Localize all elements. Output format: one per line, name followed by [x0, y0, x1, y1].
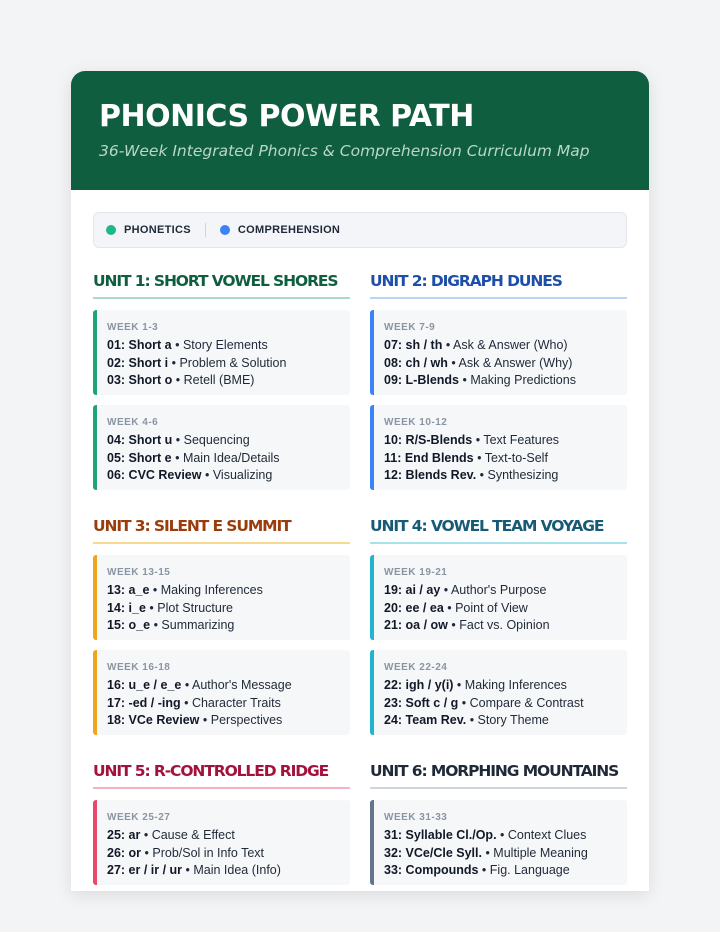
comprehension-skill: Problem & Solution [179, 355, 287, 370]
lesson-line [384, 337, 627, 355]
lesson-line [107, 467, 350, 485]
lesson-line [107, 582, 350, 600]
phonics-skill: 31: Syllable Cl./Op. [384, 828, 497, 842]
phonics-skill: 19: ai / ay [384, 583, 441, 597]
comprehension-skill: Sequencing [183, 433, 250, 447]
comprehension-skill: Fact vs. Opinion [459, 618, 550, 632]
phonics-skill: 07: sh / th [384, 338, 443, 352]
bullet-separator: • [458, 695, 470, 710]
lesson-line [384, 372, 627, 390]
comprehension-skill: Story Theme [477, 713, 549, 727]
week-block [93, 555, 350, 640]
bullet-separator: • [171, 450, 183, 465]
unit-title: UNIT 6: MORPHING MOUNTAINS [370, 761, 627, 789]
lesson-line [384, 712, 627, 730]
phonics-skill: 04: Short u [107, 433, 173, 447]
phonics-skill: 17: -ed / -ing [107, 695, 181, 710]
bullet-separator: • [181, 678, 192, 692]
week-range: WEEK 7-9 [384, 322, 436, 333]
week-block [370, 650, 627, 735]
comprehension-skill: Main Idea (Info) [193, 863, 281, 877]
lesson-line [107, 450, 350, 468]
legend-label-comprehension: COMPREHENSION [237, 224, 341, 236]
phonics-skill: 12: Blends Rev. [384, 468, 477, 482]
comprehension-skill: Making Inferences [160, 583, 263, 597]
phonics-skill: 06: CVC Review [107, 468, 202, 482]
week-range: WEEK 25-27 [107, 812, 171, 823]
unit-title: UNIT 4: VOWEL TEAM VOYAGE [370, 516, 627, 544]
phonics-skill: 01: Short a [107, 338, 172, 352]
lesson-line [384, 432, 627, 450]
bullet-separator: • [171, 338, 183, 352]
lesson-line [107, 712, 350, 730]
unit-section [370, 271, 627, 490]
legend-item-comprehension [220, 224, 340, 236]
week-block [370, 555, 627, 640]
comprehension-skill: Fig. Language [489, 863, 570, 877]
week-block [93, 650, 350, 735]
bullet-separator: • [481, 845, 494, 860]
bullet-separator: • [201, 468, 213, 482]
week-range: WEEK 13-15 [107, 567, 171, 578]
bullet-separator: • [496, 828, 508, 842]
bullet-separator: • [443, 600, 456, 615]
phonics-skill: 11: End Blends [384, 450, 474, 465]
bullet-separator: • [172, 433, 184, 447]
phonics-skill: 25: ar [107, 828, 141, 842]
comprehension-skill: Author's Purpose [450, 583, 547, 597]
bullet-separator: • [150, 618, 162, 632]
bullet-separator: • [473, 450, 485, 465]
page-title: PHONICS POWER PATH [99, 99, 474, 134]
legend-label-phonetics: PHONETICS [124, 224, 191, 236]
header-banner [71, 71, 649, 190]
week-range: WEEK 31-33 [384, 812, 448, 823]
bullet-separator: • [172, 373, 184, 387]
lesson-line [384, 845, 627, 863]
comprehension-skill: Making Inferences [464, 678, 567, 692]
lesson-line [107, 862, 350, 880]
bullet-separator: • [145, 600, 158, 615]
comprehension-skill: Text-to-Self [484, 450, 548, 465]
comprehension-skill: Prob/Sol in Info Text [152, 845, 265, 860]
comprehension-skill: Summarizing [161, 618, 235, 632]
phonics-skill: 26: or [107, 845, 142, 860]
bullet-separator: • [476, 468, 488, 482]
phonics-skill: 10: R/S-Blends [384, 433, 473, 447]
unit-title: UNIT 2: DIGRAPH DUNES [370, 271, 627, 299]
week-range: WEEK 22-24 [384, 662, 448, 673]
lesson-line [107, 355, 350, 373]
comprehension-skill: Plot Structure [157, 600, 233, 615]
week-range: WEEK 1-3 [107, 322, 159, 333]
phonics-skill: 18: VCe Review [107, 713, 200, 727]
unit-section [370, 516, 627, 735]
phonics-skill: 23: Soft c / g [384, 695, 459, 710]
week-range: WEEK 16-18 [107, 662, 171, 673]
comprehension-skill: Retell (BME) [183, 373, 255, 387]
bullet-separator: • [472, 433, 484, 447]
bullet-separator: • [182, 863, 194, 877]
bullet-separator: • [149, 583, 161, 597]
lesson-line [107, 695, 350, 713]
lesson-line [384, 450, 627, 468]
bullet-separator: • [440, 583, 451, 597]
unit-section [93, 516, 350, 735]
phonics-skill: 02: Short i [107, 355, 169, 370]
comprehension-skill: Multiple Meaning [493, 845, 588, 860]
unit-title: UNIT 1: SHORT VOWEL SHORES [93, 271, 350, 299]
comprehension-skill: Point of View [455, 600, 528, 615]
unit-title: UNIT 5: R-CONTROLLED RIDGE [93, 761, 350, 789]
comprehension-skill: Cause & Effect [151, 828, 235, 842]
lesson-line [384, 467, 627, 485]
comprehension-skill: Ask & Answer (Who) [452, 338, 568, 352]
lesson-line [107, 432, 350, 450]
bullet-separator: • [180, 695, 192, 710]
lesson-line [107, 617, 350, 635]
bullet-separator: • [459, 373, 471, 387]
phonics-skill: 27: er / ir / ur [107, 863, 183, 877]
curriculum-card [71, 71, 649, 891]
phonics-skill: 15: o_e [107, 618, 151, 632]
lesson-line [107, 337, 350, 355]
legend-item-phonetics [106, 224, 191, 236]
lesson-line [107, 600, 350, 618]
legend [93, 212, 627, 248]
comprehension-skill: Making Predictions [470, 373, 576, 387]
bullet-separator: • [442, 338, 453, 352]
comprehension-skill: Visualizing [212, 468, 273, 482]
lesson-line [384, 695, 627, 713]
phonics-skill: 08: ch / wh [384, 355, 448, 370]
comprehension-skill: Ask & Answer (Why) [458, 355, 573, 370]
lesson-line [384, 617, 627, 635]
week-range: WEEK 10-12 [384, 417, 448, 428]
comprehension-skill: Story Elements [182, 338, 268, 352]
bullet-separator: • [447, 618, 460, 632]
week-block [93, 405, 350, 490]
lesson-line [384, 677, 627, 695]
unit-section [93, 761, 350, 885]
phonics-skill: 33: Compounds [384, 863, 479, 877]
phonics-skill: 05: Short e [107, 450, 172, 465]
phonics-skill: 32: VCe/Cle Syll. [384, 845, 482, 860]
lesson-line [384, 582, 627, 600]
bullet-separator: • [478, 863, 490, 877]
comprehension-skill: Context Clues [507, 828, 587, 842]
lesson-line [384, 600, 627, 618]
lesson-line [107, 845, 350, 863]
bullet-separator: • [466, 713, 478, 727]
legend-divider [205, 223, 206, 237]
week-range: WEEK 19-21 [384, 567, 448, 578]
bullet-separator: • [140, 828, 152, 842]
week-block [370, 405, 627, 490]
phonics-skill: 21: oa / ow [384, 618, 448, 632]
phonics-skill: 03: Short o [107, 373, 173, 387]
unit-title: UNIT 3: SILENT E SUMMIT [93, 516, 350, 544]
phonics-skill: 24: Team Rev. [384, 713, 467, 727]
phonetics-dot-icon [106, 225, 116, 235]
comprehension-skill: Compare & Contrast [469, 695, 584, 710]
comprehension-skill: Character Traits [191, 695, 281, 710]
phonics-skill: 14: i_e [107, 600, 146, 615]
bullet-separator: • [453, 678, 465, 692]
comprehension-skill: Synthesizing [487, 468, 559, 482]
phonics-skill: 09: L-Blends [384, 373, 460, 387]
week-block [370, 310, 627, 395]
comprehension-skill: Main Idea/Details [182, 450, 280, 465]
page-subtitle: 36-Week Integrated Phonics & Comprehension Curriculum Map [99, 142, 590, 160]
comprehension-skill: Perspectives [210, 713, 283, 727]
lesson-line [384, 827, 627, 845]
comprehension-skill: Author's Message [192, 678, 292, 692]
phonics-skill: 22: igh / y(i) [384, 678, 454, 692]
bullet-separator: • [199, 713, 211, 727]
comprehension-dot-icon [220, 225, 230, 235]
phonics-skill: 16: u_e / e_e [107, 678, 182, 692]
lesson-line [384, 355, 627, 373]
week-block [93, 310, 350, 395]
phonics-skill: 13: a_e [107, 583, 150, 597]
unit-section [93, 271, 350, 490]
comprehension-skill: Text Features [483, 433, 560, 447]
unit-section [370, 761, 627, 885]
week-block [370, 800, 627, 885]
lesson-line [107, 677, 350, 695]
lesson-line [107, 372, 350, 390]
phonics-skill: 20: ee / ea [384, 600, 444, 615]
bullet-separator: • [447, 355, 459, 370]
bullet-separator: • [168, 355, 180, 370]
lesson-line [107, 827, 350, 845]
week-range: WEEK 4-6 [107, 417, 159, 428]
week-block [93, 800, 350, 885]
lesson-line [384, 862, 627, 880]
bullet-separator: • [141, 845, 153, 860]
